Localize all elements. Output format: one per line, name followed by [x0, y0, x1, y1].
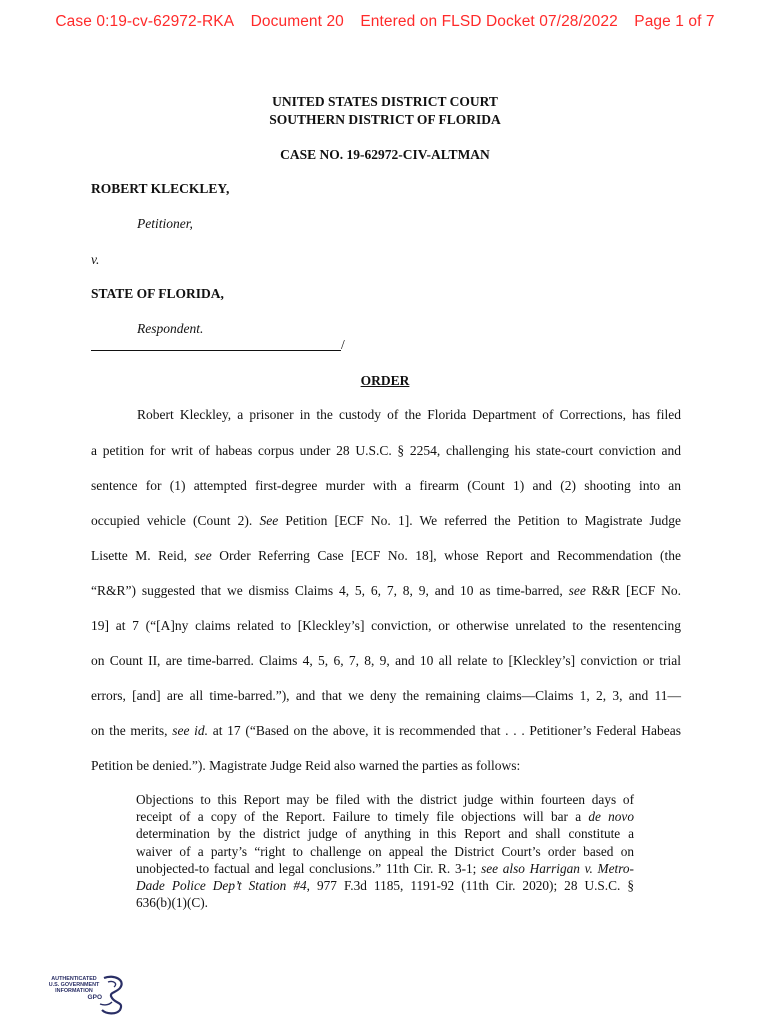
- quote-line: receipt of a copy of the Report. Failure to timely file objections will bar a de novo: [136, 809, 634, 825]
- quote-line: unobjected-to factual and legal conclusions.” 11th Cir. R. 3-1; see also Harrigan v. Metro-: [136, 860, 634, 876]
- district-name: SOUTHERN DISTRICT OF FLORIDA: [269, 112, 501, 127]
- gpo-authentication-logo: [44, 972, 130, 1018]
- docket-header: [0, 13, 770, 31]
- petitioner-name: ROBERT KLECKLEY,: [91, 181, 230, 196]
- case-number: CASE NO. 19-62972-CIV-ALTMAN: [280, 147, 490, 162]
- header-document: Document 20: [250, 13, 344, 30]
- versus: v.: [91, 252, 100, 267]
- body-line: sentence for (1) attempted first-degree murder with a firearm (Count 1) and (2) shooting into an: [91, 478, 681, 493]
- body-line: errors, [and] are all time-barred.”), and that we deny the remaining claims—Claims 1, 2, 3, and 11—: [91, 688, 681, 703]
- body-line: 19] at 7 (“[A]ny claims related to [Kleckley’s] conviction, or otherwise unrelated to the resentencing: [91, 618, 681, 633]
- caption-slash: /: [341, 337, 345, 352]
- body-line: Petition be denied.”). Magistrate Judge Reid also warned the parties as follows:: [91, 758, 521, 773]
- quote-line: determination by the district judge of anything in this Report and shall constitute a: [136, 826, 634, 842]
- block-quote: [136, 791, 634, 911]
- eagle-icon: [98, 974, 128, 1016]
- body-line: occupied vehicle (Count 2). See Petition [ECF No. 1]. We referred the Petition to Magistrate Judge: [91, 513, 681, 528]
- body-line: on Count II, are time-barred. Claims 4, 5, 6, 7, 8, 9, and 10 all relate to [Kleckley’s] conviction or trial: [91, 653, 681, 668]
- header-entered: Entered on FLSD Docket 07/28/2022: [360, 13, 618, 30]
- order-title: ORDER: [360, 373, 410, 388]
- header-page: Page 1 of 7: [634, 13, 715, 30]
- court-name: UNITED STATES DISTRICT COURT: [272, 94, 498, 109]
- quote-line: Dade Police Dep’t Station #4, 977 F.3d 1185, 1191-92 (11th Cir. 2020); 28 U.S.C. §: [136, 878, 634, 894]
- petitioner-role: Petitioner,: [137, 216, 193, 231]
- quote-line: waiver of a party’s “right to challenge on appeal the District Court’s order based on: [136, 843, 634, 859]
- body-line: Robert Kleckley, a prisoner in the custody of the Florida Department of Corrections, has filed: [137, 407, 681, 422]
- caption-rule: [91, 350, 341, 351]
- respondent-name: STATE OF FLORIDA,: [91, 286, 224, 301]
- court-heading: [0, 93, 770, 129]
- header-case: Case 0:19-cv-62972-RKA: [55, 13, 235, 30]
- body-line: “R&R”) suggested that we dismiss Claims 4, 5, 6, 7, 8, 9, and 10 as time-barred, see R&R [ECF No.: [91, 583, 682, 598]
- body-line: a petition for writ of habeas corpus under 28 U.S.C. § 2254, challenging his state-court conviction and: [91, 443, 681, 458]
- respondent-role: Respondent.: [137, 321, 204, 336]
- gpo-logo-text: AUTHENTICATED U.S. GOVERNMENT INFORMATION GPO: [48, 976, 102, 1001]
- quote-line: 636(b)(1)(C).: [136, 895, 209, 911]
- body-line: Lisette M. Reid, see Order Referring Case [ECF No. 18], whose Report and Recommendation (the: [91, 548, 681, 563]
- quote-line: Objections to this Report may be filed with the district judge within fourteen days of: [136, 792, 634, 807]
- body-line: on the merits, see id. at 17 (“Based on the above, it is recommended that . . . Petitioner’s Federal Habeas: [91, 723, 681, 738]
